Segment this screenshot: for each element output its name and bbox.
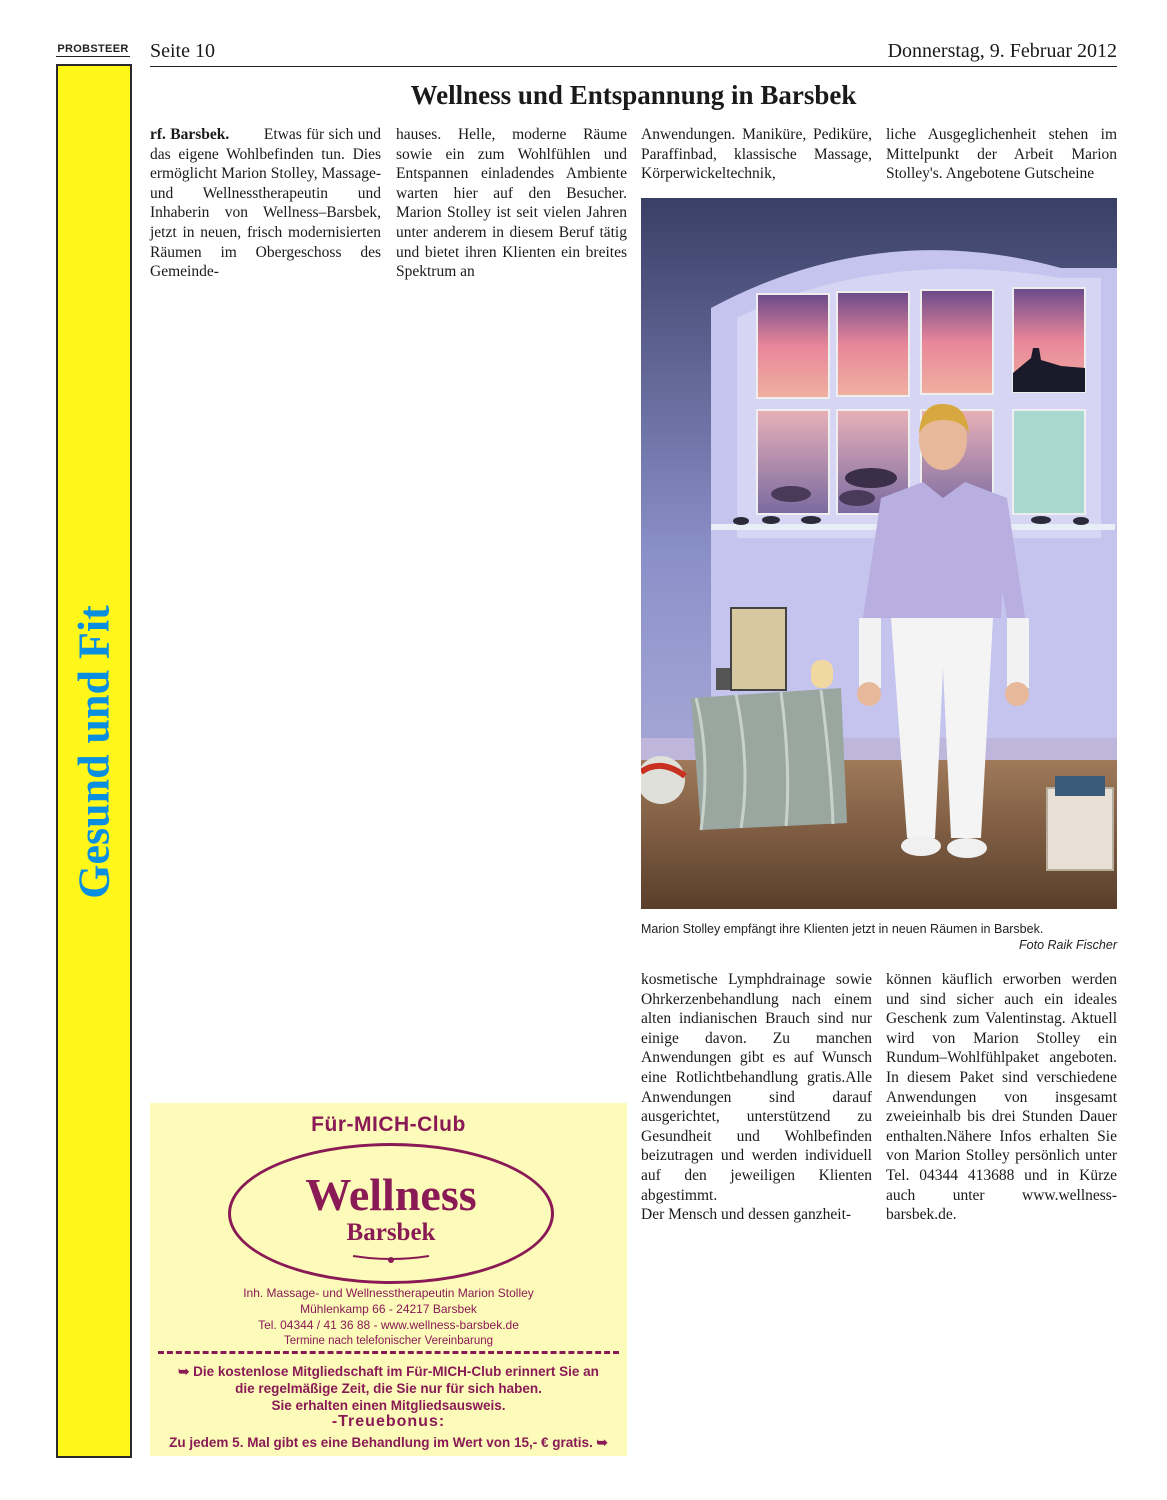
photo-illustration: [641, 198, 1117, 909]
section-title: Gesund und Fit: [69, 605, 119, 899]
ad-message-1: ➥ Die kostenlose Mitgliedschaft im Für-MICH-Club erinnert Sie an: [178, 1364, 599, 1379]
ad-message-4: Zu jedem 5. Mal gibt es eine Behandlung im Wert von 15,- € gratis. ➥: [169, 1435, 608, 1450]
ad-appointment-line: Termine nach telefonischer Vereinbarung: [283, 1335, 494, 1347]
ad-contact-line: Tel. 04344 / 41 36 88 - www.wellness-barsbek.de: [258, 1318, 519, 1332]
page-number: Seite 10: [150, 40, 215, 62]
section-side-bar: [56, 64, 132, 1458]
ad-club-name: Für-MICH-Club: [311, 1113, 466, 1136]
article-column-4-top: [886, 125, 1117, 184]
photo-credit: Foto Raik Fischer: [1019, 938, 1117, 952]
column-3-top-text: Anwendungen. Maniküre, Pediküre, Paraffinbad, klassische Massage, Körperwickeltechnik,: [641, 126, 872, 183]
article-column-4-bottom: [886, 970, 1117, 1225]
column-3-bottom-last-line: Der Mensch und dessen ganzheit-: [641, 1206, 852, 1224]
column-4-top-text: liche Ausgeglichenheit stehen im Mittelpunkt der Arbeit Marion Stolley's. Angebotene Gutscheine: [886, 126, 1117, 183]
ad-address-line: Mühlenkamp 66 - 24217 Barsbek: [300, 1302, 477, 1316]
column-3-bottom-text: kosmetische Lymphdrainage sowie Ohrkerzenbehandlung nach einem alten indianischen Brauch sind nur einige davon. Zu manchen Anwendungen gibt es auf Wunsch eine Rotlichtbehandlung gratis.Alle Anwendungen sind darauf ausgerichtet, unterstützend zu Gesundheit und Wohlbefinden beizutragen und werden individuell auf den jeweiligen Klienten abgestimmt.: [641, 971, 872, 1204]
publication-brand: PROBSTEER: [57, 43, 129, 55]
ad-dashed-divider: [158, 1351, 619, 1354]
ad-logo-oval: [228, 1143, 554, 1284]
issue-date: Donnerstag, 9. Februar 2012: [887, 40, 1117, 62]
photo-caption: [641, 921, 1117, 953]
article-column-3-top: [641, 125, 872, 184]
wellness-advertisement: [150, 1103, 627, 1456]
article-column-2: [396, 125, 627, 282]
column-1-text: Etwas für sich und das eigene Wohlbefinden tun. Dies ermöglicht Marion Stolley, Massage- und Wellnesstherapeutin und Inhaberin von Wellness–Barsbek, jetzt in neuen, frisch modernisierten Räumen im Obergeschoss des Gemeinde-: [150, 126, 382, 281]
ad-logo-word: Wellness: [305, 1169, 477, 1220]
article-column-1: [150, 125, 381, 282]
column-2-text: hauses. Helle, moderne Räume sowie ein zum Wohlfühlen und Entspannen einladendes Ambiente warten hier auf den Besucher. Marion Stolley ist seit vielen Jahren unter anderem in diesem Beruf tätig und bietet ihren Klienten ein breites Spektrum an: [396, 126, 627, 281]
header-rule: [150, 66, 1117, 67]
article-photo: [641, 198, 1117, 909]
ad-logo-place: Barsbek: [346, 1219, 436, 1246]
ad-message-3: Sie erhalten einen Mitgliedsausweis.: [271, 1398, 506, 1413]
ad-bonus-title: -Treuebonus:: [331, 1413, 446, 1430]
ad-owner-line: Inh. Massage- und Wellnesstherapeutin Marion Stolley: [243, 1286, 534, 1300]
caption-text: Marion Stolley empfängt ihre Klienten jetzt in neuen Räumen in Barsbek.: [641, 922, 1044, 936]
ornament-icon: [351, 1252, 431, 1264]
ad-message-2: die regelmäßige Zeit, die Sie nur für sich haben.: [235, 1381, 542, 1396]
column-4-bottom-text: können käuflich erworben werden und sind sicher auch ein ideales Geschenk zum Valentinstag. Aktuell wird von Marion Stolley ein Rundum–Wohlfühlpaket angeboten. In diesem Paket sind verschiedene Anwendungen von insgesamt zweieinhalb bis drei Stunden Dauer enthalten.Nähere Infos erhalten Sie von Marion Stolley persönlich unter Tel. 04344 413688 und in Kürze auch unter www.wellness-barsbek.de.: [886, 971, 1117, 1224]
article-headline: Wellness und Entspannung in Barsbek: [410, 80, 857, 110]
dateline: rf. Barsbek.: [150, 126, 230, 143]
article-column-3-bottom: [641, 970, 872, 1225]
